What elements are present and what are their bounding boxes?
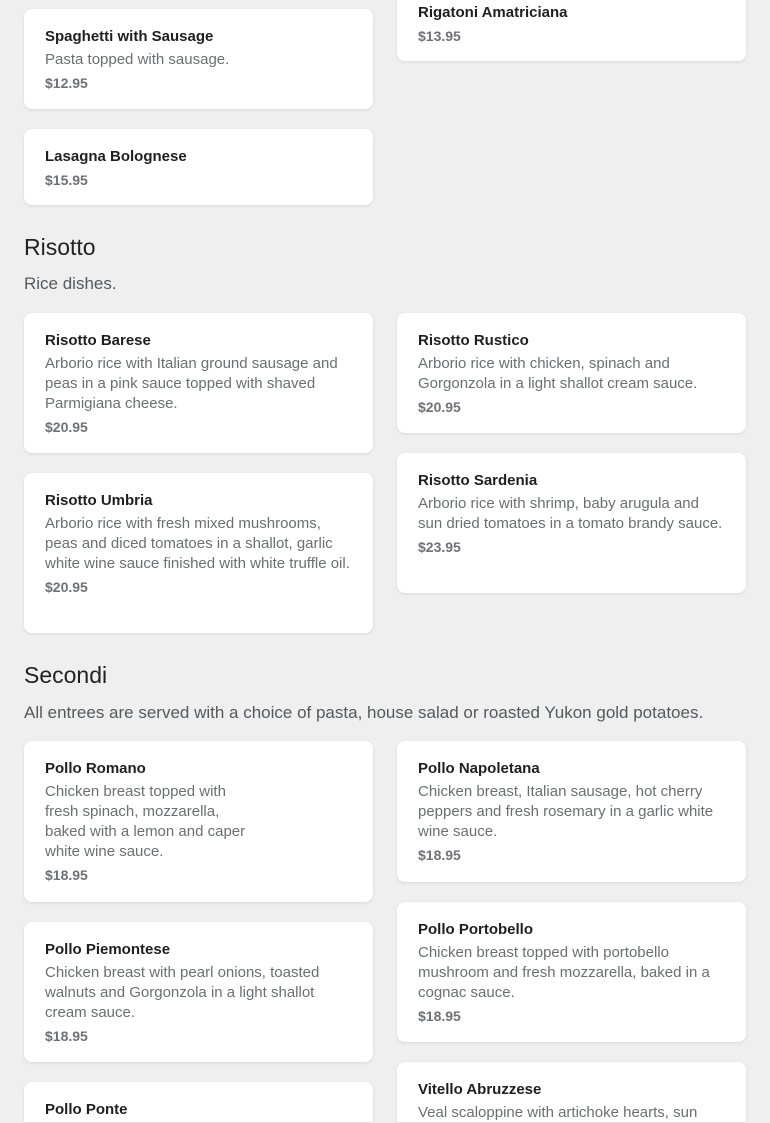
menu-item-name: Pollo Piemontese	[45, 941, 171, 958]
menu-item-card[interactable]	[24, 922, 373, 1062]
menu-item-name: Rigatoni Amatriciana	[418, 4, 568, 21]
menu-item-card[interactable]	[24, 1082, 373, 1122]
menu-item-price: $18.95	[418, 847, 461, 863]
menu-item-card[interactable]	[397, 0, 746, 61]
menu-item-description: Chicken breast topped with fresh spinach, mozzarella, baked with a lemon and caper white wine sauce.	[45, 783, 246, 860]
menu-item-price: $20.95	[45, 419, 88, 435]
section-description-risotto: Rice dishes.	[24, 274, 117, 293]
menu-item-card[interactable]	[397, 453, 746, 593]
menu-item-name: Risotto Sardenia	[418, 472, 538, 489]
menu-item-name: Spaghetti with Sausage	[45, 28, 214, 45]
menu-item-description: Arborio rice with chicken, spinach and Gorgonzola in a light shallot cream sauce.	[418, 355, 698, 392]
menu-item-price: $20.95	[45, 579, 88, 595]
menu-item-description: Pasta topped with sausage.	[45, 51, 230, 68]
menu-item-name: Pollo Napoletana	[418, 760, 540, 777]
menu-item-card[interactable]	[24, 313, 373, 453]
menu-item-name: Risotto Umbria	[45, 492, 153, 509]
menu-item-card[interactable]	[397, 1062, 746, 1122]
menu-item-price: $18.95	[45, 1028, 88, 1044]
menu-item-price: $23.95	[418, 539, 461, 555]
menu-item-name: Pollo Ponte	[45, 1101, 128, 1118]
menu-item-name: Risotto Barese	[45, 332, 151, 349]
menu-item-description: Chicken breast topped with portobello mushroom and fresh mozzarella, baked in a cognac sauce.	[418, 944, 710, 1001]
menu-item-name: Vitello Abruzzese	[418, 1081, 542, 1098]
menu-item-price: $13.95	[418, 28, 461, 44]
menu-item-name: Pollo Portobello	[418, 921, 533, 938]
menu-item-card[interactable]	[397, 313, 746, 433]
menu-item-card[interactable]	[24, 9, 373, 109]
menu-item-description: Veal scaloppine with artichoke hearts, sun	[418, 1104, 698, 1121]
menu-item-price: $20.95	[418, 399, 461, 415]
menu-item-card[interactable]	[24, 129, 373, 205]
menu-item-card[interactable]	[24, 473, 373, 633]
menu-item-card[interactable]	[24, 741, 373, 902]
menu-item-description: Arborio rice with fresh mixed mushrooms, peas and diced tomatoes in a shallot, garlic white wine sauce finished with white truffle oil.	[45, 515, 350, 572]
section-description-secondi: All entrees are served with a choice of pasta, house salad or roasted Yukon gold potatoes.	[24, 703, 704, 722]
menu-item-name: Risotto Rustico	[418, 332, 529, 349]
menu-item-price: $18.95	[418, 1008, 461, 1024]
menu-item-price: $12.95	[45, 75, 88, 91]
menu-item-card[interactable]	[397, 741, 746, 882]
section-title-secondi: Secondi	[24, 662, 108, 688]
section-title-risotto: Risotto	[24, 234, 96, 260]
menu-item-card[interactable]	[397, 902, 746, 1042]
menu-item-name: Pollo Romano	[45, 760, 146, 777]
menu-item-description: Arborio rice with Italian ground sausage and peas in a pink sauce topped with shaved Parmigiana cheese.	[45, 355, 338, 412]
menu-item-description: Chicken breast, Italian sausage, hot cherry peppers and fresh rosemary in a garlic white wine sauce.	[418, 783, 714, 840]
menu-item-name: Lasagna Bolognese	[45, 148, 187, 165]
menu-item-price: $15.95	[45, 172, 88, 188]
menu-item-description: Chicken breast with pearl onions, toasted walnuts and Gorgonzola in a light shallot cream sauce.	[45, 964, 320, 1021]
menu-item-description: Arborio rice with shrimp, baby arugula and sun dried tomatoes in a tomato brandy sauce.	[418, 495, 723, 532]
menu-item-price: $18.95	[45, 867, 88, 883]
